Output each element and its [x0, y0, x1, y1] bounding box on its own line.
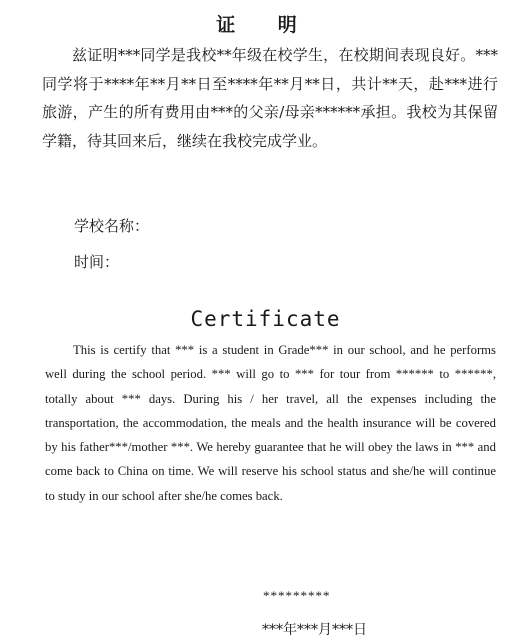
signature-placeholder: ********* [263, 588, 331, 603]
chinese-body-paragraph: 兹证明***同学是我校**年级在校学生，在校期间表现良好。***同学将于****年**月**日至****年**月**日，共计**天，赴***进行旅游，产生的所有费用由***的父亲/母亲******承担。我校为其保留学籍，待其回来后，继续在我校完成学业。 [42, 46, 498, 150]
english-title: Certificate [190, 307, 341, 331]
english-body-paragraph: This is certify that *** is a student in Grade*** in our school, and he performs well during the school period. *** will go to *** for tour from ****** to ******, totally about *** days. During his / her travel, all the expenses including the transportation, the accommodation, the meals and the health insurance will be covered by his father***/mother ***. We hereby guarantee that he will obey the laws in *** and come back to China on time. We will reserve his school status and she/he will continue to study in our school after she/he comes back. [45, 343, 496, 503]
school-name-label: 学校名称： [74, 217, 150, 235]
time-label: 时间： [74, 253, 120, 271]
signature-date: ***年***月***日 [262, 622, 367, 638]
english-body [45, 338, 496, 508]
chinese-title: 证 明 [216, 14, 315, 36]
